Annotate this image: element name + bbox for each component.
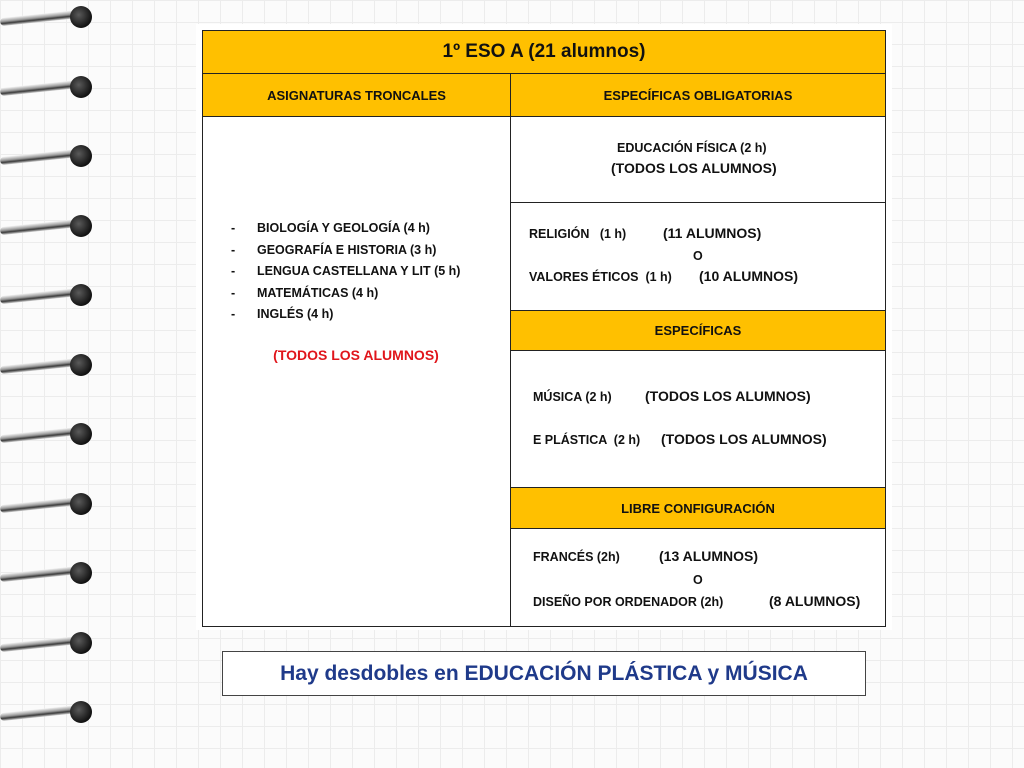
religion-note: (11 ALUMNOS) (663, 225, 762, 241)
frances-diseno-cell (511, 529, 885, 626)
schedule-table (202, 30, 886, 627)
right-column (511, 117, 885, 626)
plastica-note: (TODOS LOS ALUMNOS) (661, 431, 827, 447)
diseno-note: (8 ALUMNOS) (769, 593, 861, 609)
binding-ring (0, 213, 104, 243)
binding-ring (0, 421, 104, 451)
desdobles-banner: Hay desdobles en EDUCACIÓN PLÁSTICA y MÚSICA (222, 651, 866, 696)
header-troncales: ASIGNATURAS TRONCALES (203, 74, 511, 116)
religion-valores-cell (511, 203, 885, 311)
binding-ring (0, 630, 104, 660)
musica-note: (TODOS LOS ALUMNOS) (645, 388, 811, 404)
list-item: - BIOLOGÍA Y GEOLOGÍA (4 h) (231, 221, 430, 235)
header-especificas-obligatorias: ESPECÍFICAS OBLIGATORIAS (511, 74, 885, 116)
libre-configuracion-header: LIBRE CONFIGURACIÓN (511, 488, 885, 529)
troncales-list (231, 221, 460, 329)
troncales-cell (203, 117, 511, 626)
ef-note: (TODOS LOS ALUMNOS) (611, 160, 777, 176)
table-title: 1º ESO A (21 alumnos) (203, 31, 885, 74)
binding-ring (0, 4, 104, 34)
body-row (203, 117, 885, 626)
frances-label: FRANCÉS (2h) (533, 550, 620, 564)
list-item: - GEOGRAFÍA E HISTORIA (3 h) (231, 242, 437, 257)
binding-ring (0, 282, 104, 312)
or-label: O (693, 573, 703, 587)
religion-label: RELIGIÓN (1 h) (529, 227, 627, 241)
binding-ring (0, 352, 104, 382)
binding-ring (0, 74, 104, 104)
spiral-binding (0, 0, 110, 768)
list-item: - INGLÉS (4 h) (231, 307, 334, 321)
diseno-label: DISEÑO POR ORDENADOR (2h) (533, 595, 724, 609)
frances-note: (13 ALUMNOS) (659, 548, 759, 564)
plastica-label: E PLÁSTICA (2 h) (533, 433, 641, 447)
educacion-fisica-cell (511, 117, 885, 203)
especificas-header: ESPECÍFICAS (511, 311, 885, 351)
binding-ring (0, 560, 104, 590)
musica-label: MÚSICA (2 h) (533, 390, 612, 404)
troncales-note: (TODOS LOS ALUMNOS) (273, 347, 439, 363)
binding-ring (0, 491, 104, 521)
valores-label: VALORES ÉTICOS (1 h) (529, 270, 672, 284)
header-row (203, 74, 885, 117)
list-item: - LENGUA CASTELLANA Y LIT (5 h) (231, 264, 461, 278)
or-label: O (693, 249, 703, 263)
musica-plastica-cell (511, 351, 885, 488)
list-item: - MATEMÁTICAS (4 h) (231, 285, 379, 300)
ef-label: EDUCACIÓN FÍSICA (2 h) (617, 141, 767, 155)
binding-ring (0, 143, 104, 173)
valores-note: (10 ALUMNOS) (699, 268, 799, 284)
binding-ring (0, 699, 104, 729)
